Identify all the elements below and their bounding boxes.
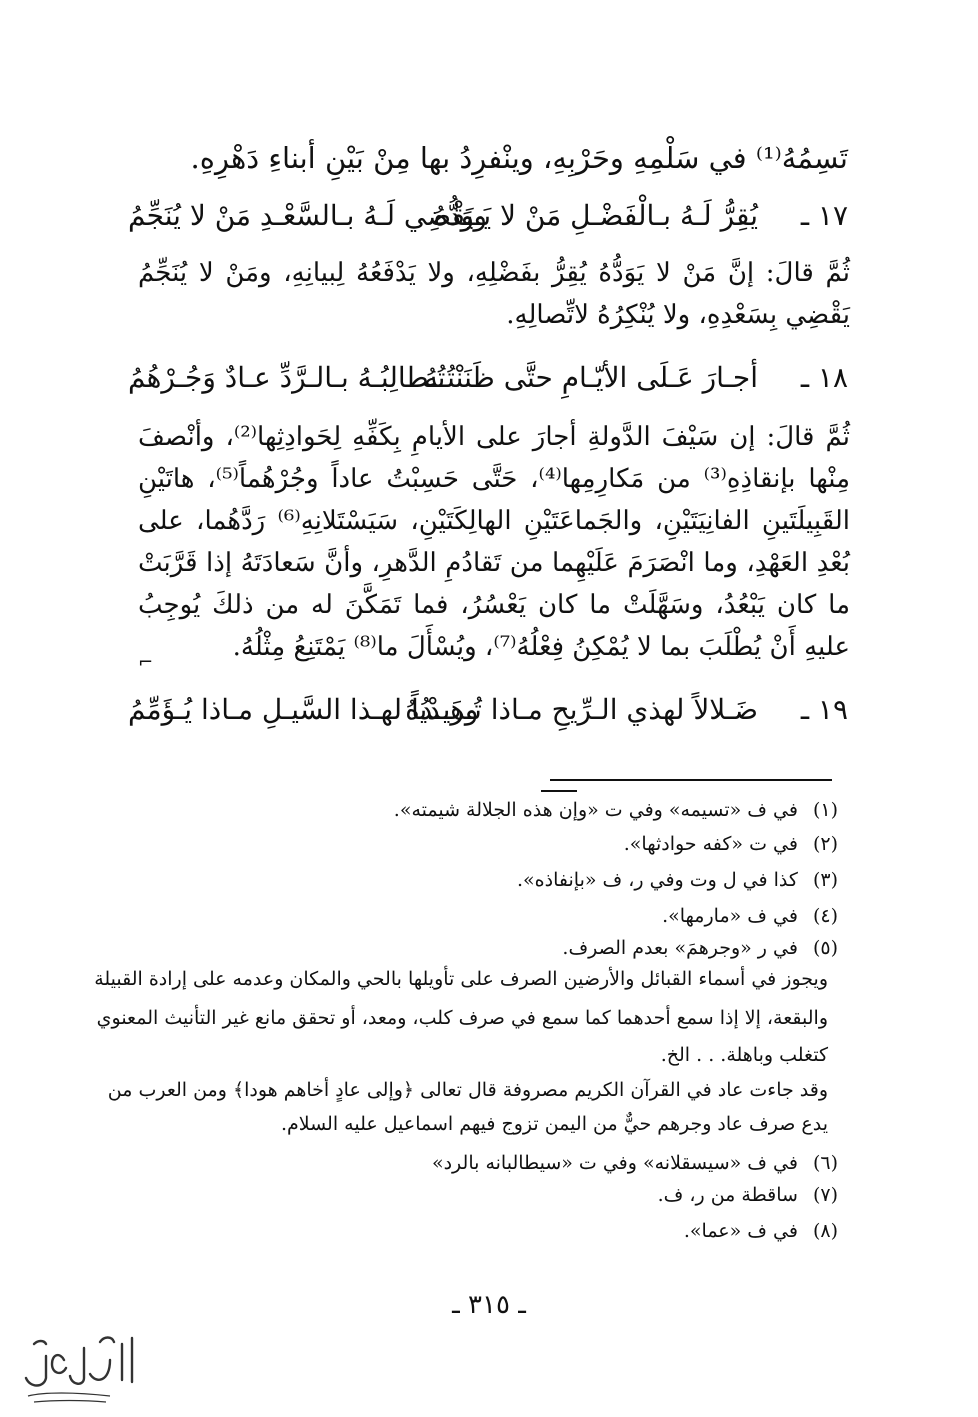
- footnote-5-line: وقد جاءت عاد في القرآن الكريم مصروفة قال تعالى ﴿وإلى عادٍ أخاهم هودا﴾ ومن العرب من: [107, 1079, 828, 1101]
- verse-number: ١٨ ـ: [800, 361, 848, 394]
- footnote-text: في ف «مارمها».: [662, 905, 798, 927]
- margin-mark: ⌐: [138, 652, 154, 673]
- verse-second-hemistich: تُـطالِبُـهُ بـالـرَّدِّ عـادٌ وَجُـرْهُمُ: [128, 361, 446, 394]
- footnote-number: (٨): [812, 1220, 838, 1242]
- footnote-3: [118, 867, 838, 893]
- footnote-number: (٧): [812, 1184, 838, 1206]
- verse-first-hemistich: أجـارَ عَـلَى الأيّـامِ حتَّى ظَنَنْتُـهُ: [423, 361, 758, 394]
- footnote-4: [118, 903, 838, 929]
- footnote-6: [118, 1150, 838, 1176]
- verse18-commentary: ثُمَّ قالَ: إن سَيْفَ الدَّولةِ أجارَ على الأيامِ بِكَفِّهِ لِحَوادِثِها⁽²⁾، وأنْصفَ مِنْها بإنقاذِهِ⁽³⁾ من مَكارِمِها⁽⁴⁾، حَتَّى حَسِبْتُ عاداً وجُرْهُماً⁽⁵⁾، هاتَيْنِ القَبِيلَتَينِ الفانِيَتَيْنِ، والجَماعَتَيْنِ الهالِكَتَيْنِ، سَيَسْتَلانِهِ⁽⁶⁾ رَدَّهُما، على بُعْدِ العَهْدِ، وما انْصَرَمَ عَلَيْهِما من تَقادُمِ الدَّهرِ، وأنَّ سَعادَتَهُ إذا قَرَّبَتْ ما كان يَبْعُدُ، وسَهَّلَتْ ما كان يَعْسُرُ، فما تَمَكَّنَ له من ذلكَ يُوجِبُ عليهِ أَنْ يُطْلَبَ بما لا يُمْكِنُ فِعْلُهُ⁽⁷⁾، ويُسْأَلَ ما⁽⁸⁾ يَمْتَنِعُ مِثْلُهُ.: [138, 422, 851, 662]
- verse-second-hemistich: وهَـدْياً لهـذا السَّيـلِ مـاذا يُـؤَمِّمُ: [128, 693, 479, 726]
- footnote-8: [118, 1218, 838, 1244]
- verse-number: ١٩ ـ: [800, 693, 848, 726]
- footnote-text: في ت «كفه حوادثها».: [623, 833, 798, 855]
- footnote-text: كذا في ل وت وفي ر، ف «بإنفاذه».: [517, 869, 798, 891]
- footnote-separator-short: [541, 790, 577, 792]
- verse-number: ١٧ ـ: [800, 199, 848, 232]
- footnote-number: (٥): [812, 937, 838, 959]
- verse-second-hemistich: ويَقْضِي لَـهُ بـالسَّعْـدِ مَنْ لا يُنَجِّمُ: [128, 199, 488, 232]
- footnote-5-line: والبقعة، إلا إذا سمع أحدهما كما سمع في صرف كلب، ومعد، أو تحقق مانع غير التأنيث المعنوي: [96, 1007, 828, 1029]
- footnote-5: [118, 935, 838, 961]
- verse-first-hemistich: يُقِرُّ لَـهُ بـالْفَضْـلِ مَنْ لا يَـوَدُّهُ: [433, 199, 758, 232]
- footnote-number: (٣): [812, 869, 838, 891]
- footnote-number: (٤): [812, 905, 838, 927]
- footnote-number: (٦): [812, 1152, 838, 1174]
- footnote-text: في ف «تسيمه» وفي ت «وإن هذه الجلالة شيمته».: [393, 799, 798, 821]
- verse-18: [128, 356, 848, 400]
- page-number: ـ ٣١٥ ـ: [452, 1290, 526, 1320]
- footnote-2: [118, 831, 838, 857]
- verse16-commentary-end: تَسِمُهُ⁽¹⁾ في سَلْمِهِ وحَرْبِهِ، وينْفرِدُ بها مِنْ بَيْنِ أبناءِ دَهْرِهِ.: [190, 141, 848, 175]
- footnote-number: (١): [812, 799, 838, 821]
- footnote-5-line: يدع صرف عاد وجرهم حيٌّ من اليمن تزوج فيهم اسماعيل عليه السلام.: [280, 1113, 828, 1135]
- verse17-commentary: ثُمَّ قالَ: إنَّ مَنْ لا يَوَدُّهُ يُقِرُّ بفَضْلِهِ، ولا يَدْفَعُهُ لِبيانِهِ، ومَنْ لا يُنَجِّمُ يَقْضِي بِسَعْدِهِ، ولا يُنْكِرُهُ لاتِّصالِهِ.: [138, 258, 850, 330]
- footnote-separator: [550, 779, 832, 781]
- footnote-5-line: كتغلب وباهلة. . . الخ.: [660, 1044, 828, 1066]
- footnote-text: في ف «عما».: [683, 1220, 798, 1242]
- footnote-text: في ر «وجرهمَ» بعدم الصرف.: [562, 937, 798, 959]
- footnote-text: ساقطة من ر، ف.: [657, 1184, 798, 1206]
- footnote-number: (٢): [812, 833, 838, 855]
- footnote-5-line: ويجوز في أسماء القبائل والأرضين الصرف على تأويلها بالحي والمكان وعدمه على إرادة القبيلة: [94, 968, 828, 990]
- verse-19: [128, 688, 848, 732]
- footnote-7: [118, 1182, 838, 1208]
- footnote-1: [118, 797, 838, 823]
- library-stamp-logo: [14, 1330, 144, 1408]
- verse-17: [128, 194, 848, 238]
- footnote-text: في ف «سيسقلانه» وفي ت «سيطالبانه بالرد»: [431, 1152, 798, 1174]
- verse-first-hemistich: ضَـلالاً لهذي الـرِّيحِ مـاذا تُـريـدُهُ: [405, 693, 758, 726]
